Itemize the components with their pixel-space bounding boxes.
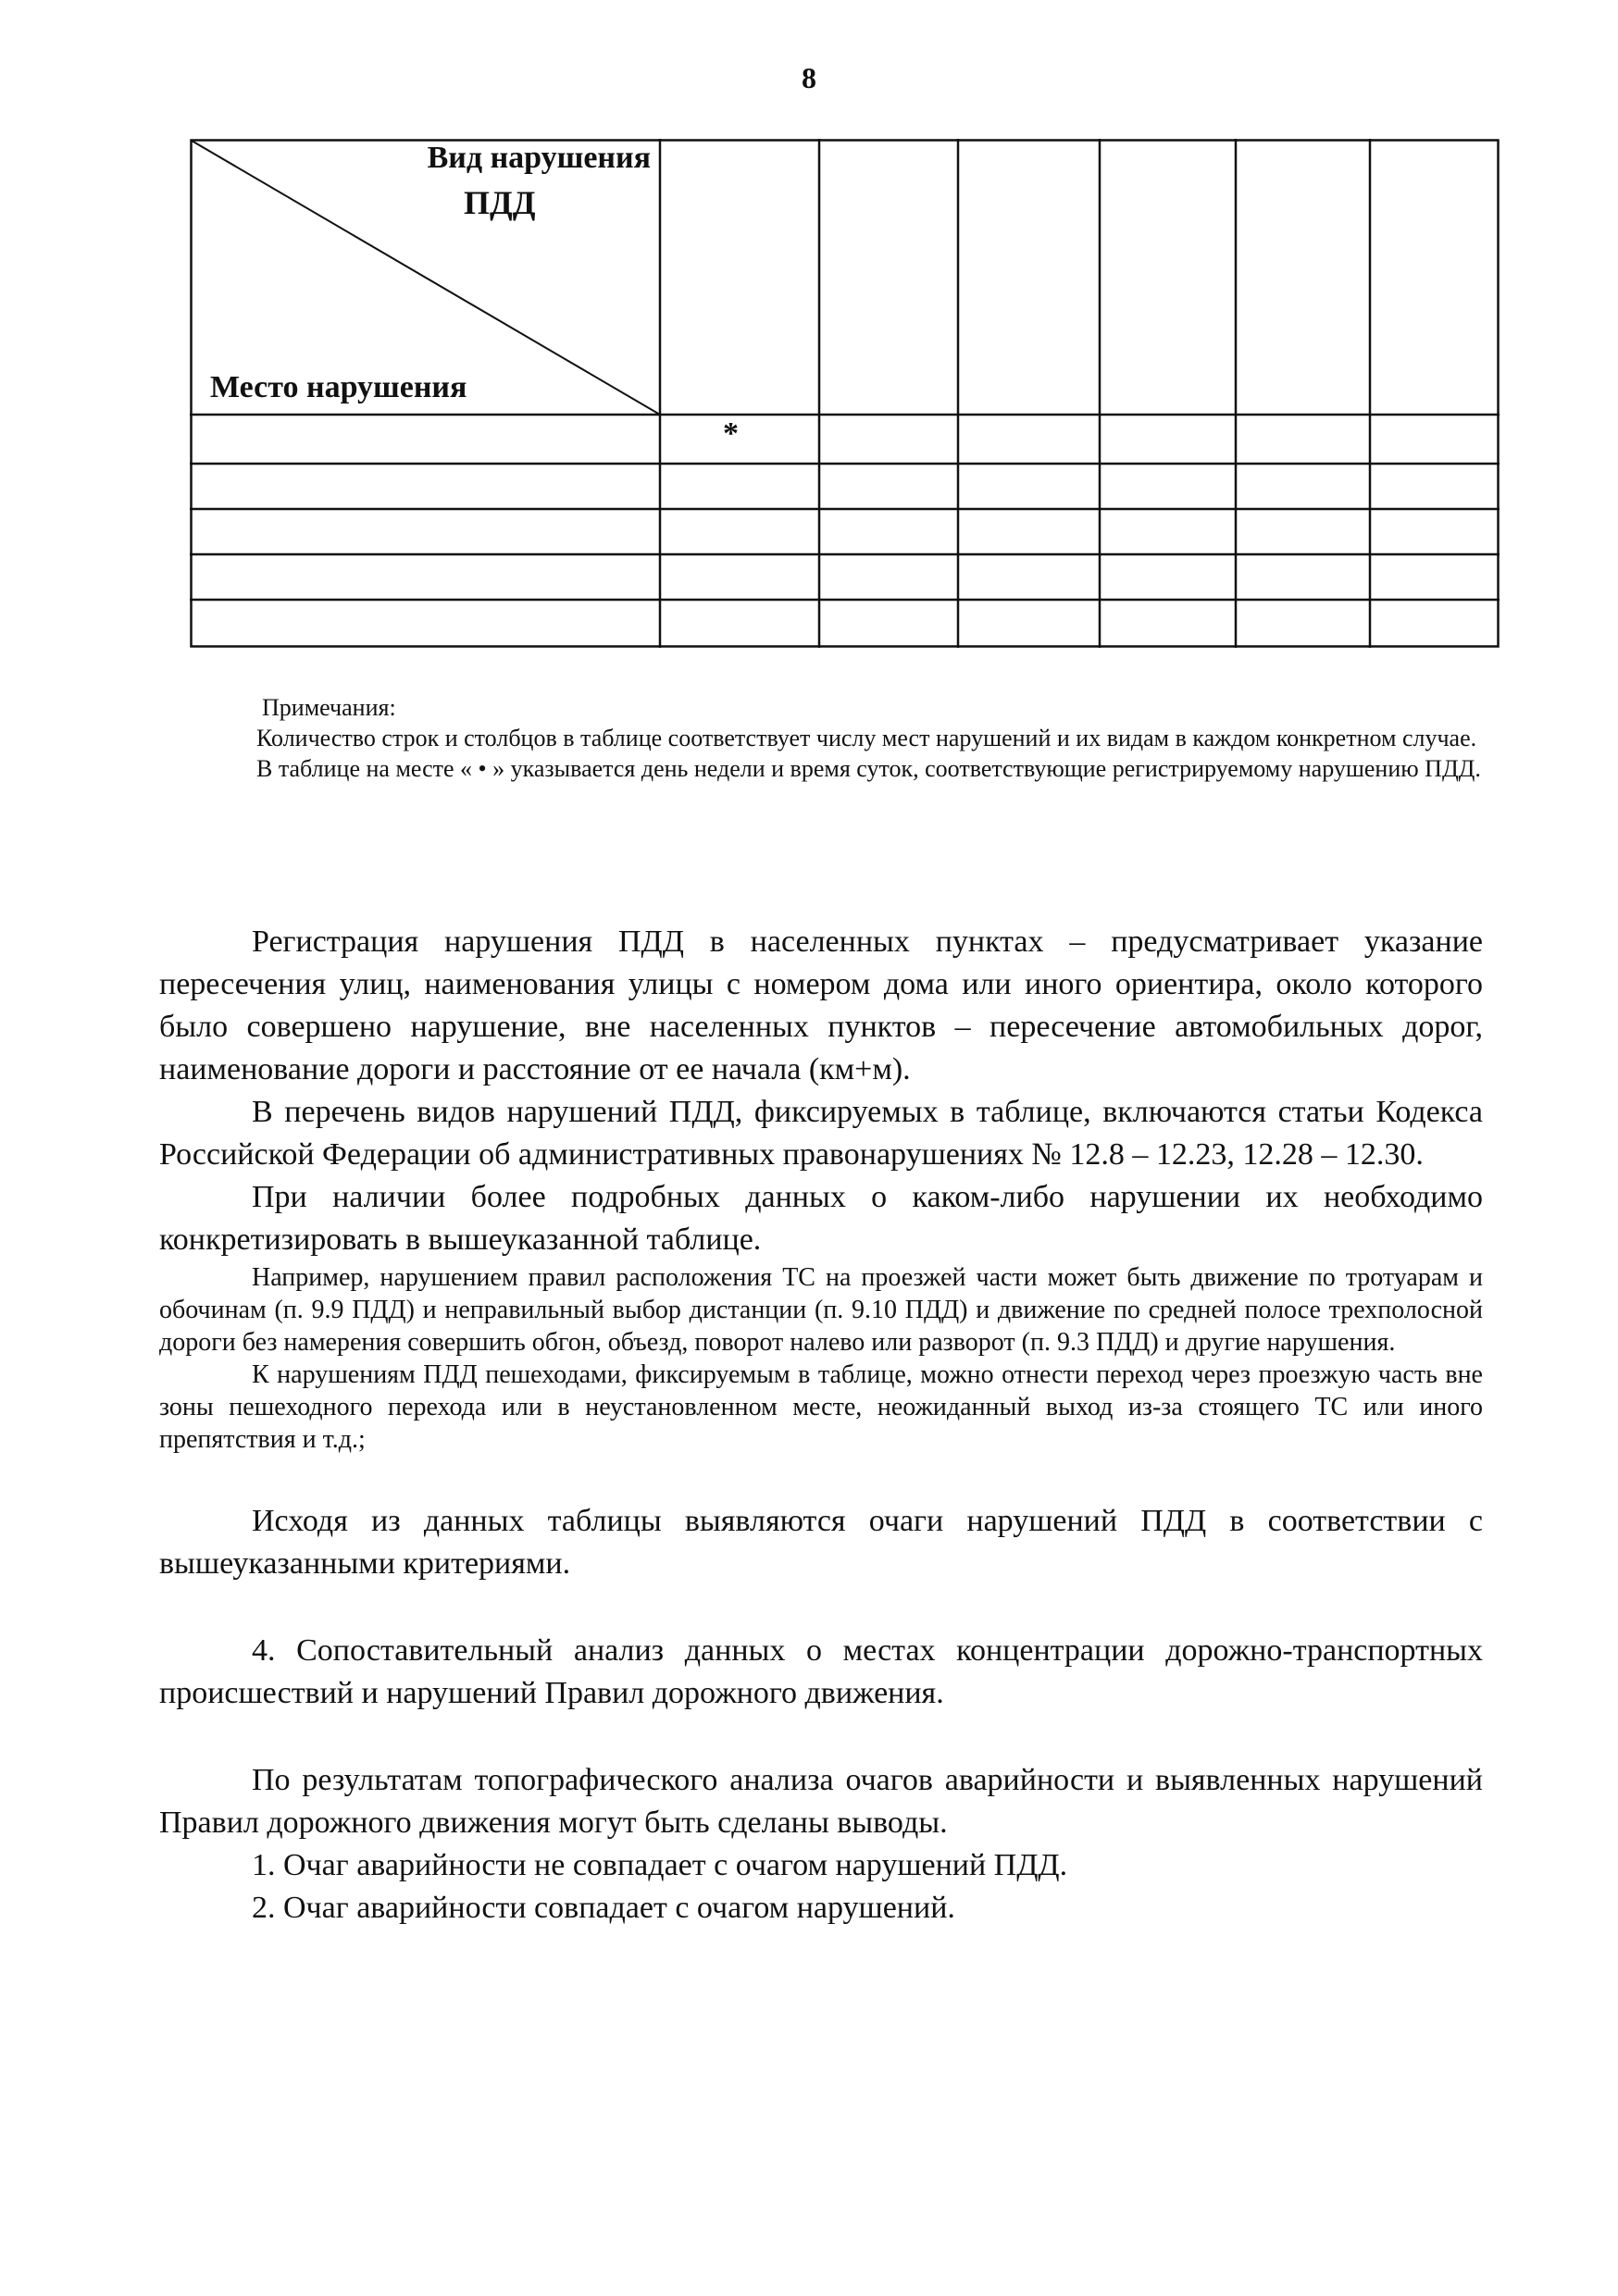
cell-marker: * bbox=[723, 416, 739, 451]
conclusion-item-1: 1. Очаг аварийности не совпадает с очагом нарушений ПДД. bbox=[252, 1848, 1068, 1882]
paragraph-pedestrians: К нарушениям ПДД пешеходами, фиксируемым в таблице, можно отнести переход через проезжую часть вне зоны пешеходного перехода или в неустановленном месте, неожиданный выход из-за стоящего ТС или иного препятствия и т.д.; bbox=[159, 1360, 1483, 1454]
paragraph-registration: Регистрация нарушения ПДД в населенных пунктах – предусматривает указание пересечения улиц, наименования улицы с номером дома или иного ориентира, около которого было совершено нарушение, вне населенных пунктов – пересечение автомобильных дорог, наименование дороги и расстояние от ее начала (км+м). bbox=[159, 925, 1483, 1086]
notes-title: Примечания: bbox=[262, 694, 396, 721]
page-number: 8 bbox=[802, 61, 816, 94]
notes bbox=[192, 692, 1486, 784]
header-violation-place: Место нарушения bbox=[210, 370, 467, 404]
section-heading-4: 4. Сопоставительный анализ данных о местах концентрации дорожно-транспортных происшествий и нарушений Правил дорожного движения. bbox=[159, 1633, 1483, 1710]
note-1: Количество строк и столбцов в таблице соответствует числу мест нарушений и их видам в каждом конкретном случае. bbox=[256, 725, 1477, 751]
header-violation-type-abbr: ПДД bbox=[464, 184, 536, 221]
paragraph-example: Например, нарушением правил расположения ТС на проезжей части может быть движение по тротуарам и обочинам (п. 9.9 ПДД) и неправильный выбор дистанции (п. 9.10 ПДД) и движение по средней полосе трехполосной дороги без намерения совершить обгон, объезд, поворот налево или разворот (п. 9.3 ПДД) и другие нарушения. bbox=[159, 1263, 1483, 1357]
body-text bbox=[159, 921, 1483, 1930]
note-2: В таблице на месте « • » указывается день недели и время суток, соответствующие регистрируемому нарушению ПДД. bbox=[256, 755, 1481, 782]
paragraph-details: При наличии более подробных данных о каком-либо нарушении их необходимо конкретизировать в вышеуказанной таблице. bbox=[159, 1180, 1483, 1257]
paragraph-results: По результатам топографического анализа очагов аварийности и выявленных нарушений Правил дорожного движения могут быть сделаны выводы. bbox=[159, 1763, 1483, 1840]
paragraph-foci: Исходя из данных таблицы выявляются очаги нарушений ПДД в соответствии с вышеуказанными критериями. bbox=[159, 1504, 1483, 1581]
paragraph-violation-list: В перечень видов нарушений ПДД, фиксируемых в таблице, включаются статьи Кодекса Российской Федерации об административных правонарушениях № 12.8 – 12.23, 12.28 – 12.30. bbox=[159, 1095, 1483, 1172]
conclusion-item-2: 2. Очаг аварийности совпадает с очагом нарушений. bbox=[252, 1891, 955, 1925]
header-violation-type: Вид нарушения bbox=[427, 141, 651, 175]
violations-table bbox=[190, 139, 1500, 648]
